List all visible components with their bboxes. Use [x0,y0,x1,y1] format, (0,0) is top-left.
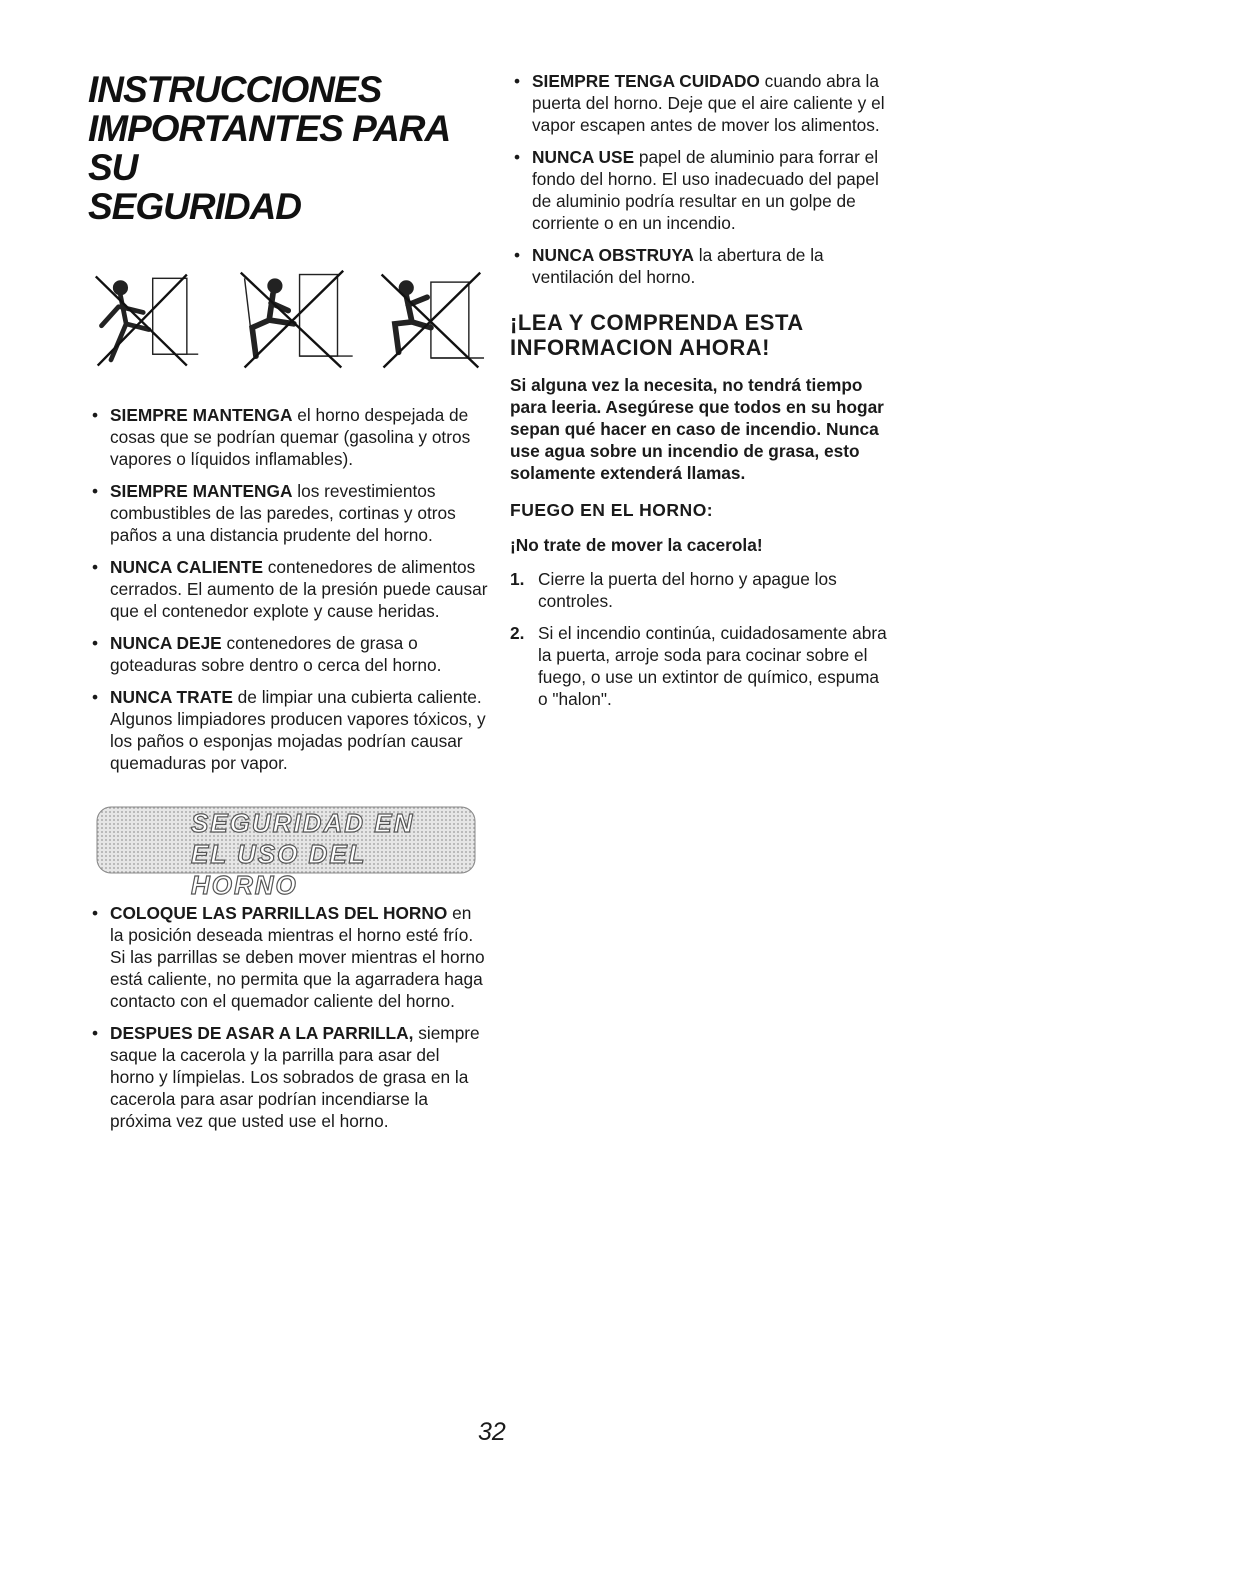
bullet-keyword: NUNCA OBSTRUYA [532,245,694,265]
bullet-keyword: NUNCA TRATE [110,687,233,707]
fire-subheading: ¡No trate de mover la cacerola! [510,535,763,555]
step-item [510,568,890,612]
alert-heading: ¡LEA Y COMPRENDA ESTA INFORMACION AHORA! [510,310,803,360]
step-number: 2. [510,623,525,643]
list-item [88,480,488,546]
bullet-text: papel de aluminio para forrar el fondo del horno. El uso inadecuado del papel de aluminio podría resultar en un golpe de corriente o en un incendio. [532,147,879,233]
bullet-text: la abertura de la ventilación del horno. [532,245,824,287]
bullet-keyword: COLOQUE LAS PARRILLAS DEL HORNO [110,903,448,923]
bullet-text: en la posición deseada mientras el horno esté frío. Si las parrillas se deben mover mientras el horno está caliente, no permita que la agarradera haga contacto con el quemador caliente del horno. [110,903,485,1011]
list-item [88,1022,488,1132]
bullet-keyword: SIEMPRE MANTENGA [110,481,293,501]
safety-bullet-list-continued [510,70,890,288]
title-line-2: IMPORTANTES PARA SU [88,108,449,188]
list-item [510,244,890,288]
bullet-text: contenedores de alimentos cerrados. El aumento de la presión puede causar que el contenedor explote y cause heridas. [110,557,488,621]
list-item [510,70,890,136]
section-banner [96,806,476,900]
bullet-keyword: SIEMPRE MANTENGA [110,405,293,425]
list-item [88,632,488,676]
right-column [510,70,890,720]
no-standing-on-oven-door-icon [374,266,488,376]
step-number: 1. [510,569,525,589]
step-item [510,622,890,710]
page-title [88,70,488,226]
page-number: 32 [478,1418,506,1446]
list-item [88,556,488,622]
list-item [88,902,488,1012]
warning-illustrations [92,266,488,376]
alert-paragraph: Si alguna vez la necesita, no tendrá tiempo para leeria. Asegúrese que todos en su hogar sepan qué hacer en caso de incendio. Nunca use agua sobre un incendio de grasa, esto solamente extenderá llamas. [510,375,884,483]
bullet-text: los revestimientos combustibles de las paredes, cortinas y otros paños a una distancia prudente del horno. [110,481,456,545]
bullet-keyword: SIEMPRE TENGA CUIDADO [532,71,760,91]
oven-safety-bullet-list [88,902,488,1132]
bullet-keyword: DESPUES DE ASAR A LA PARRILLA, [110,1023,414,1043]
title-line-1: INSTRUCCIONES [88,69,382,110]
bullet-text: de limpiar una cubierta caliente. Algunos limpiadores producen vapores tóxicos, y los paños o esponjas mojadas podrían causar quemaduras por vapor. [110,687,486,773]
banner-title [191,808,476,901]
step-text: Si el incendio continúa, cuidadosamente abra la puerta, arroje soda para cocinar sobre el fuego, o use un extintor de químico, espuma o "halon". [538,623,887,709]
bullet-keyword: NUNCA CALIENTE [110,557,263,577]
banner-line-1: SEGURIDAD EN [191,808,415,838]
list-item [510,146,890,234]
title-line-3: SEGURIDAD [88,186,302,227]
list-item [88,404,488,470]
bullet-keyword: NUNCA DEJE [110,633,222,653]
banner-line-2: EL USO DEL HORNO [191,839,367,900]
left-column [88,70,488,1142]
no-sitting-on-oven-door-icon [218,266,360,376]
fire-steps-list [510,568,890,710]
safety-bullet-list [88,404,488,774]
list-item [88,686,488,774]
bullet-text: siempre saque la cacerola y la parrilla para asar del horno y límpielas. Los sobrados de grasa en la cacerola para asar podrían incendiarse la próxima vez que usted use el horno. [110,1023,480,1131]
no-climbing-on-oven-door-icon [92,266,204,376]
bullet-text: el horno despejada de cosas que se podrían quemar (gasolina y otros vapores o líquidos inflamables). [110,405,471,469]
step-text: Cierre la puerta del horno y apague los controles. [538,569,837,611]
fire-heading: FUEGO EN EL HORNO: [510,500,714,520]
bullet-keyword: NUNCA USE [532,147,635,167]
bullet-text: contenedores de grasa o goteaduras sobre dentro o cerca del horno. [110,633,442,675]
bullet-text: cuando abra la puerta del horno. Deje que el aire caliente y el vapor escapen antes de mover los alimentos. [532,71,885,135]
